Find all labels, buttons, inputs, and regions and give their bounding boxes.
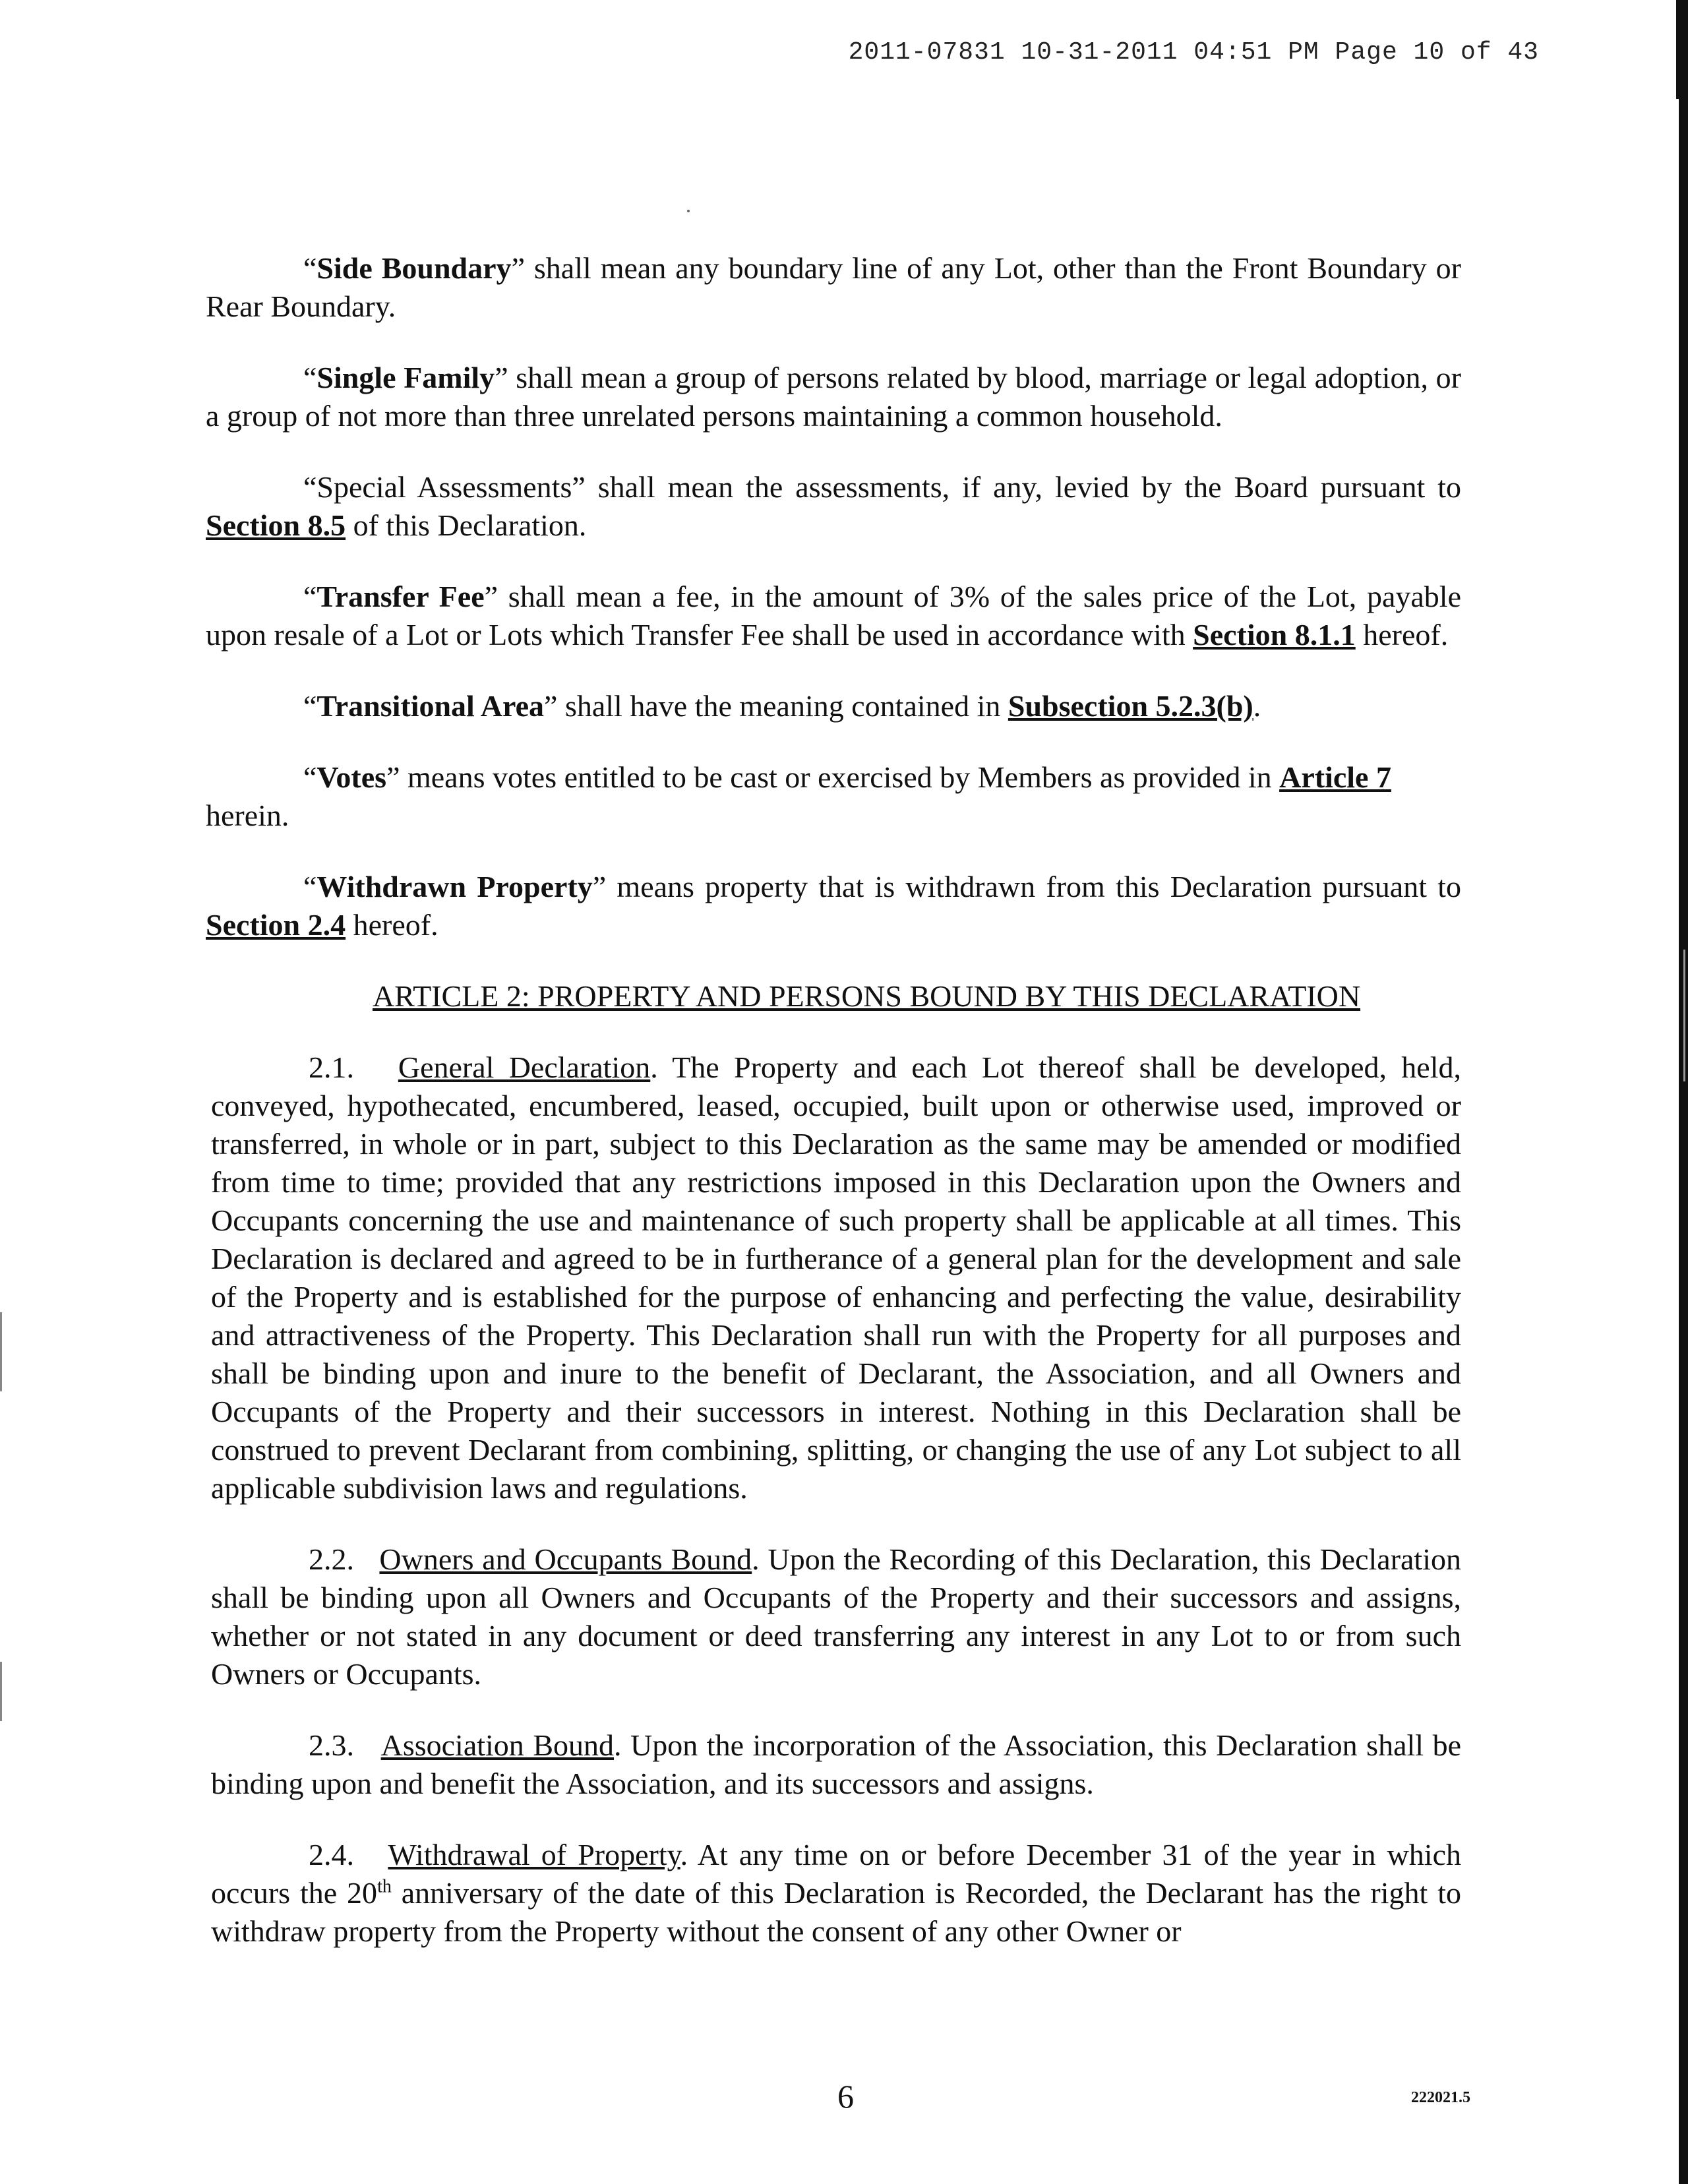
- term: Transitional Area: [316, 689, 545, 723]
- scan-left-mark: [0, 1662, 2, 1721]
- document-body: [206, 249, 1461, 1984]
- definition-text: of this Declaration.: [346, 508, 587, 542]
- section-text: . Upon the incorporation of the Association, this Declaration shall be binding upon and benefit the Association, and its successors and assigns.: [211, 1728, 1462, 1800]
- definition-withdrawn-property: “Withdrawn Property” means property that is withdrawn from this Declaration pursuant to Section 2.4 hereof.: [206, 870, 1461, 942]
- scan-edge-bar-top: [1676, 0, 1688, 99]
- section-text: anniversary of the date of this Declaration is Recorded, the Declarant has the right to withdraw property from the Property without the consent of any other Owner or: [211, 1876, 1461, 1948]
- definition-text: hereof.: [346, 908, 438, 942]
- ordinal-suffix: th: [377, 1876, 392, 1897]
- section-2-1: [211, 1048, 1461, 1507]
- term: Single Family: [316, 361, 495, 394]
- page-number: 6: [837, 2078, 854, 2115]
- term: Special Assessments: [316, 470, 572, 504]
- section-number: 2.2.: [309, 1542, 354, 1576]
- fax-header: 2011-07831 10-31-2011 04:51 PM Page 10 of 43: [848, 38, 1539, 67]
- section-2-4: [211, 1836, 1461, 1951]
- scan-right-mark: [1683, 950, 1685, 1081]
- section-reference: Subsection 5.2.3(b): [1008, 689, 1253, 723]
- section-title: General Declaration: [398, 1050, 651, 1084]
- definition-text: shall mean the assessments, if any, levied by the Board pursuant to: [585, 470, 1461, 504]
- definition-transfer-fee: “Transfer Fee” shall mean a fee, in the amount of 3% of the sales price of the Lot, payable upon resale of a Lot or Lots which Transfer Fee shall be used in accordance with Section 8.1.1 hereof.: [206, 580, 1461, 652]
- section-reference: Section 8.5: [206, 508, 346, 542]
- definition-text: hereof.: [1355, 618, 1449, 652]
- definition-text: shall mean a fee, in the amount of 3% of the sales price of the Lot, payable upon resale of a Lot or Lots which Transfer Fee shall be used in accordance with: [206, 580, 1461, 652]
- scan-speck: [687, 210, 690, 212]
- definition-transitional-area: “Transitional Area” shall have the meaning contained in Subsection 5.2.3(b).: [303, 689, 1261, 723]
- term: Side Boundary: [316, 251, 512, 285]
- article-heading: ARTICLE 2: PROPERTY AND PERSONS BOUND BY THIS DECLARATION: [372, 979, 1361, 1013]
- term: Withdrawn Property: [316, 870, 593, 903]
- document-id: 222021.5: [1411, 2089, 1470, 2106]
- section-title: Association Bound: [380, 1728, 615, 1762]
- section-number: 2.4.: [309, 1838, 354, 1871]
- definition-votes: “Votes” means votes entitled to be cast or exercised by Members as provided in Article 7 herein.: [206, 758, 1461, 835]
- definition-text: means property that is withdrawn from this Declaration pursuant to: [606, 870, 1461, 903]
- term: Transfer Fee: [316, 580, 485, 613]
- definition-side-boundary: “Side Boundary” shall mean any boundary line of any Lot, other than the Front Boundary or Rear Boundary.: [206, 251, 1461, 323]
- section-title: Owners and Occupants Bound: [379, 1542, 752, 1576]
- section-text: . The Property and each Lot thereof shall be developed, held, conveyed, hypothecated, encumbered, leased, occupied, built upon or otherwise used, improved or transferred, in whole or in part, subject to this Declaration as the same may be amended or modified from time to time; provided that any restrictions imposed in this Declaration upon the Owners and Occupants concerning the use and maintenance of such property shall be applicable at all times. This Declaration is declared and agreed to be in furtherance of a general plan for the development and sale of the Property and is established for the purpose of enhancing and perfecting the value, desirability and attractiveness of the Property. This Declaration shall run with the Property for all purposes and shall be binding upon and inure to the benefit of Declarant, the Association, and all Owners and Occupants of the Property and their successors in interest. Nothing in this Declaration shall be construed to prevent Declarant from combining, splitting, or changing the use of any Lot subject to all applicable subdivision laws and regulations.: [211, 1050, 1461, 1505]
- term: Votes: [316, 760, 387, 794]
- definition-text: shall mean a group of persons related by blood, marriage or legal adoption, or a group of not more than three unrelated persons maintaining a common household.: [206, 361, 1462, 433]
- section-text: . Upon the Recording of this Declaration, this Declaration shall be binding upon all Owners and Occupants of the Property and their successors and assigns, whether or not stated in any document or deed transferring any interest in any Lot to or from such Owners or Occupants.: [211, 1542, 1461, 1691]
- section-2-3: [211, 1726, 1461, 1803]
- definition-text: shall have the meaning contained in: [557, 689, 1008, 723]
- section-text: . At any time on or before December 31 of the year in which occurs the 20: [211, 1838, 1462, 1910]
- scan-left-mark: [0, 1312, 2, 1391]
- definition-single-family: “Single Family” shall mean a group of persons related by blood, marriage or legal adoption, or a group of not more than three unrelated persons maintaining a common household.: [206, 361, 1462, 433]
- definition-text: .: [1253, 689, 1261, 723]
- scan-edge-bar: [1679, 0, 1688, 2184]
- definition-text: shall mean any boundary line of any Lot, other than the Front Boundary or Rear Boundary.: [206, 251, 1461, 323]
- section-reference: Article 7: [1279, 760, 1391, 794]
- section-number: 2.3.: [309, 1728, 354, 1762]
- section-number: 2.1.: [309, 1050, 354, 1084]
- definition-text: herein.: [206, 799, 289, 832]
- section-title: Withdrawal of Property: [388, 1838, 680, 1871]
- section-reference: Section 8.1.1: [1193, 618, 1356, 652]
- definition-text: means votes entitled to be cast or exercised by Members as provided in: [400, 760, 1280, 794]
- section-2-2: [211, 1540, 1461, 1693]
- section-reference: Section 2.4: [206, 908, 346, 942]
- definition-special-assessments: “Special Assessments” shall mean the assessments, if any, levied by the Board pursuant to Section 8.5 of this Declaration.: [206, 470, 1461, 542]
